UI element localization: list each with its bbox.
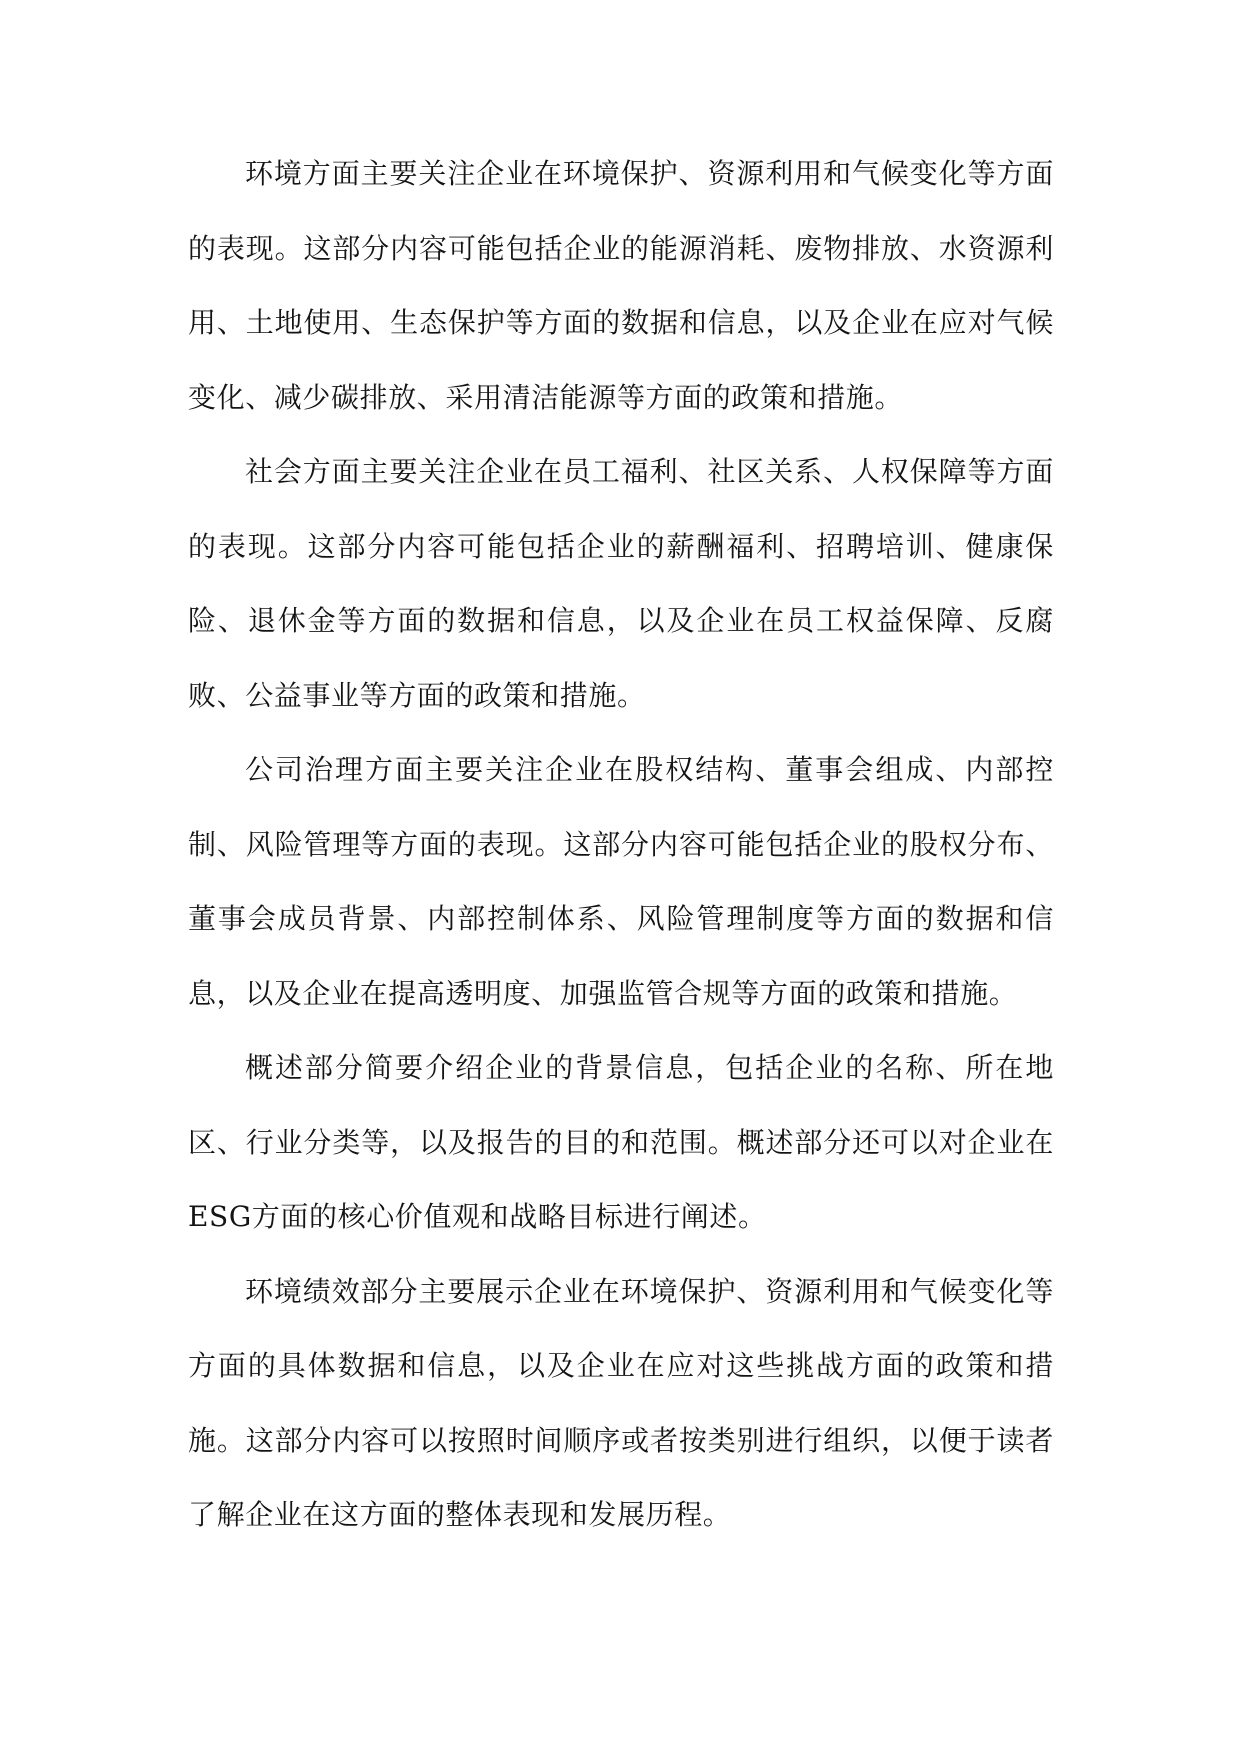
- paragraph-overview: 概述部分简要介绍企业的背景信息，包括企业的名称、所在地区、行业分类等，以及报告的目的和范围。概述部分还可以对企业在ESG方面的核心价值观和战略目标进行阐述。: [188, 1051, 1054, 1233]
- paragraph-environment: 环境方面主要关注企业在环境保护、资源利用和气候变化等方面的表现。这部分内容可能包括企业的能源消耗、废物排放、水资源利用、土地使用、生态保护等方面的数据和信息，以及企业在应对气候变化、减少碳排放、采用清洁能源等方面的政策和措施。: [188, 157, 1054, 414]
- document-body: [188, 137, 1054, 1553]
- paragraph-governance: 公司治理方面主要关注企业在股权结构、董事会组成、内部控制、风险管理等方面的表现。这部分内容可能包括企业的股权分布、董事会成员背景、内部控制体系、风险管理制度等方面的数据和信息，以及企业在提高透明度、加强监管合规等方面的政策和措施。: [188, 753, 1054, 1010]
- paragraph-environmental-performance: 环境绩效部分主要展示企业在环境保护、资源利用和气候变化等方面的具体数据和信息，以及企业在应对这些挑战方面的政策和措施。这部分内容可以按照时间顺序或者按类别进行组织，以便于读者了解企业在这方面的整体表现和发展历程。: [188, 1274, 1054, 1531]
- paragraph-social: 社会方面主要关注企业在员工福利、社区关系、人权保障等方面的表现。这部分内容可能包括企业的薪酬福利、招聘培训、健康保险、退休金等方面的数据和信息，以及企业在员工权益保障、反腐败、公益事业等方面的政策和措施。: [188, 455, 1054, 712]
